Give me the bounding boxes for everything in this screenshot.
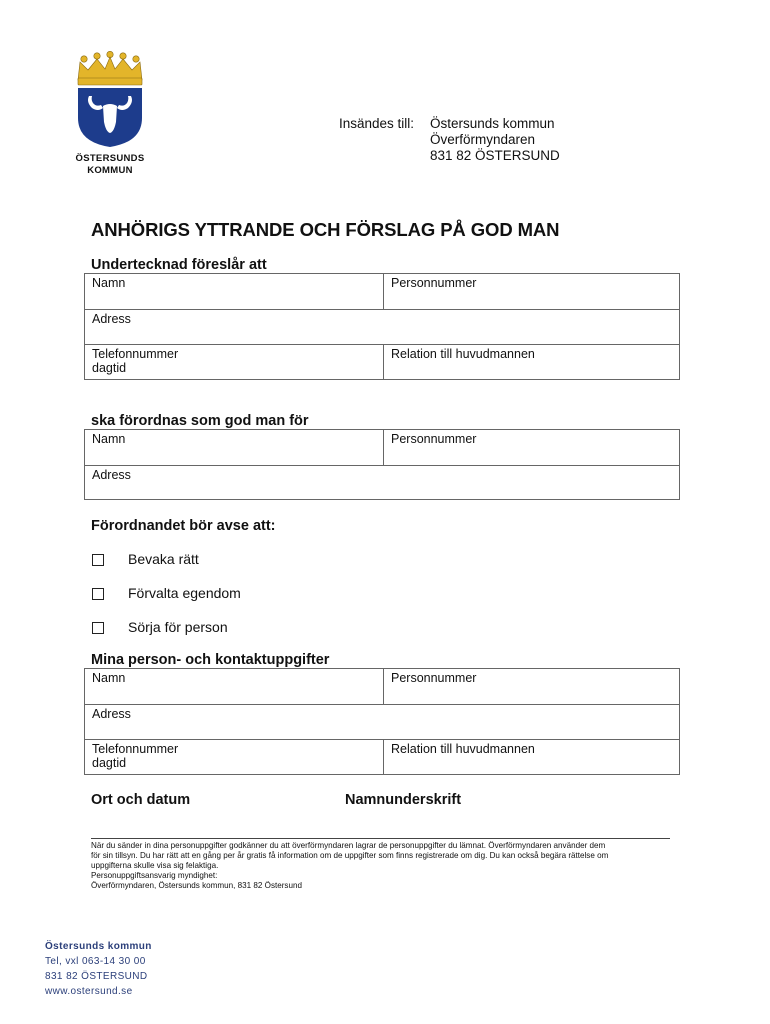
proposer-address-field[interactable] <box>85 310 679 344</box>
principal-address-label: Adress <box>92 468 131 482</box>
proposer-name-label: Namn <box>92 276 126 290</box>
send-to-label: Insändes till: <box>339 116 415 131</box>
privacy-line-2: för sin tillsyn. Du har rätt att en gång per år gratis få information om de uppgifter som finns registrerade om dig. Du kan också begära rättelse om <box>91 851 609 860</box>
logo-text-line1: ÖSTERSUNDS <box>75 153 145 164</box>
proposer-row-address <box>85 309 679 344</box>
my-relation-field[interactable] <box>383 740 679 774</box>
my-personal-number-label: Personnummer <box>391 671 477 685</box>
proposer-personal-number-label: Personnummer <box>391 276 477 290</box>
proposer-relation-label: Relation till huvudmannen <box>391 347 535 361</box>
signature-label: Namnunderskrift <box>345 792 462 808</box>
proposer-row-phone <box>85 344 679 379</box>
checkbox-bevaka-ratt[interactable] <box>92 554 104 566</box>
checkbox-label-bevaka-ratt: Bevaka rätt <box>128 551 199 567</box>
recipient-dept: Överförmyndaren <box>430 132 536 147</box>
principal-personal-number-field[interactable] <box>383 430 679 465</box>
scope-heading: Förordnandet bör avse att: <box>91 518 276 534</box>
section-my-details-heading: Mina person- och kontaktuppgifter <box>91 652 330 668</box>
proposer-personal-number-field[interactable] <box>383 274 679 309</box>
my-row-name <box>85 669 679 704</box>
footer-org: Östersunds kommun <box>45 941 152 952</box>
checkbox-forvalta-egendom[interactable] <box>92 588 104 600</box>
my-address-field[interactable] <box>85 705 679 739</box>
principal-name-label: Namn <box>92 432 126 446</box>
my-personal-number-field[interactable] <box>383 669 679 704</box>
privacy-line-4: Personuppgiftsansvarig myndighet: <box>91 871 218 880</box>
footer-phone: Tel, vxl 063-14 30 00 <box>45 956 146 967</box>
privacy-line-1: När du sänder in dina personuppgifter godkänner du att överförmyndaren lagrar de personuppgifter du lämnat. Överförmyndaren använder dem <box>91 841 606 850</box>
my-address-label: Adress <box>92 707 131 721</box>
proposer-address-label: Adress <box>92 312 131 326</box>
my-details-form-box <box>84 668 680 775</box>
principal-personal-number-label: Personnummer <box>391 432 477 446</box>
ostersund-coat-of-arms-logo <box>72 50 148 148</box>
proposer-relation-field[interactable] <box>383 345 679 379</box>
crown-icon <box>78 51 142 85</box>
logo-text-line2: KOMMUN <box>87 165 133 176</box>
my-row-phone <box>85 739 679 774</box>
recipient-postal: 831 82 ÖSTERSUND <box>430 148 560 163</box>
checkbox-sorja-for-person[interactable] <box>92 622 104 634</box>
my-name-label: Namn <box>92 671 126 685</box>
footer-postal: 831 82 ÖSTERSUND <box>45 971 148 982</box>
divider <box>91 838 670 839</box>
section-proposer-heading: Undertecknad föreslår att <box>91 257 267 273</box>
principal-row-address <box>85 465 679 500</box>
my-row-address <box>85 704 679 739</box>
proposer-row-name <box>85 274 679 309</box>
proposer-form-box <box>84 273 680 380</box>
proposer-phone-label: Telefonnummer dagtid <box>92 347 179 375</box>
privacy-line-3: uppgifterna skulle visa sig felaktiga. <box>91 861 219 870</box>
form-title: ANHÖRIGS YTTRANDE OCH FÖRSLAG PÅ GOD MAN <box>91 219 560 240</box>
footer-web[interactable]: www.ostersund.se <box>45 986 133 997</box>
place-date-label: Ort och datum <box>91 792 191 808</box>
checkbox-label-forvalta-egendom: Förvalta egendom <box>128 585 241 601</box>
my-phone-label: Telefonnummer dagtid <box>92 742 179 770</box>
privacy-line-5: Överförmyndaren, Östersunds kommun, 831 82 Östersund <box>91 881 302 890</box>
checkbox-label-sorja-for-person: Sörja för person <box>128 619 228 635</box>
principal-row-name <box>85 430 679 465</box>
my-relation-label: Relation till huvudmannen <box>391 742 535 756</box>
recipient-org: Östersunds kommun <box>430 116 555 131</box>
principal-address-field[interactable] <box>85 466 679 500</box>
section-principal-heading: ska förordnas som god man för <box>91 413 309 429</box>
principal-form-box <box>84 429 680 500</box>
